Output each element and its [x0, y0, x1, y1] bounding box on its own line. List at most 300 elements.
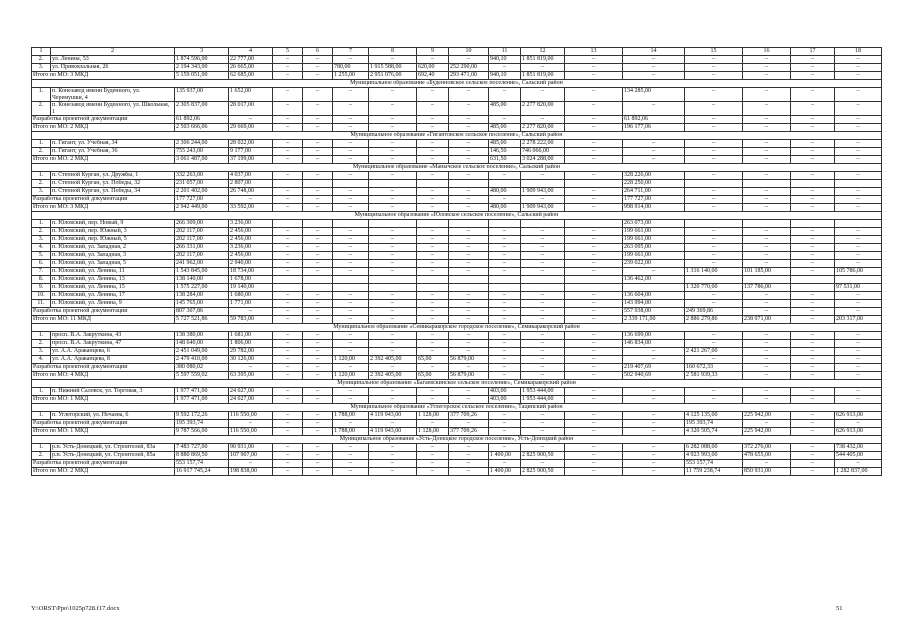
table-cell: – — [303, 356, 333, 364]
address-cell: п. Юловский, ул. Ленина, 15 — [51, 284, 175, 292]
summary-label: Разработка проектной документации — [32, 420, 175, 428]
table-cell: – — [743, 172, 791, 180]
header-row — [32, 48, 882, 56]
table-cell: – — [743, 156, 791, 164]
table-cell: – — [273, 460, 303, 468]
table-cell: – — [333, 332, 369, 340]
table-cell: – — [369, 196, 417, 204]
table-cell: – — [743, 88, 791, 102]
table-cell: – — [303, 452, 333, 460]
table-cell: – — [743, 420, 791, 428]
table-cell: – — [273, 348, 303, 356]
table-cell: – — [623, 156, 685, 164]
table-cell: 1 681,00 — [229, 332, 273, 340]
table-cell: – — [743, 124, 791, 132]
table-cell: – — [489, 260, 521, 268]
municipality-heading: Муниципальное образование «Углегорское сельское поселение», Тацинский район — [32, 404, 882, 412]
table-cell: – — [273, 88, 303, 102]
table-cell — [623, 284, 685, 292]
table-cell: 4 320 505,74 — [685, 428, 743, 436]
summary-label: Итого по МО: 3 МКД — [32, 204, 175, 212]
table-cell: 2 277 820,00 — [521, 102, 565, 116]
table-cell: – — [623, 444, 685, 452]
table-cell — [791, 180, 835, 188]
table-cell: – — [521, 252, 565, 260]
column-number-cell: 7 — [333, 48, 369, 56]
table-cell: – — [685, 244, 743, 252]
table-cell: – — [369, 88, 417, 102]
table-row — [32, 244, 882, 252]
table-cell: – — [417, 236, 449, 244]
table-cell: 1 282 837,00 — [835, 468, 882, 476]
municipality-heading-row — [32, 132, 882, 140]
table-cell: 7 483 727,00 — [175, 444, 229, 452]
table-row — [32, 452, 882, 460]
table-cell: – — [369, 300, 417, 308]
table-cell: 1 543 845,00 — [175, 268, 229, 276]
table-cell: – — [333, 460, 369, 468]
table-cell: – — [521, 292, 565, 300]
table-cell: 138 284,00 — [175, 292, 229, 300]
table-cell: – — [369, 340, 417, 348]
table-cell: – — [229, 196, 273, 204]
table-cell: – — [685, 356, 743, 364]
table-cell: – — [743, 252, 791, 260]
table-cell: – — [449, 140, 489, 148]
table-cell: 56 879,00 — [449, 356, 489, 364]
table-cell: 3 236,00 — [229, 244, 273, 252]
table-cell: 146,50 — [489, 148, 521, 156]
table-cell: – — [369, 452, 417, 460]
table-cell: – — [303, 236, 333, 244]
table-cell: – — [743, 372, 791, 380]
table-cell: – — [273, 340, 303, 348]
table-cell: – — [417, 420, 449, 428]
table-cell: 143 994,00 — [623, 300, 685, 308]
table-cell: – — [685, 228, 743, 236]
table-cell: – — [743, 204, 791, 212]
table-cell: – — [333, 340, 369, 348]
table-cell: 2 392 405,00 — [369, 356, 417, 364]
table-cell: 5 727 521,86 — [175, 316, 229, 324]
table-cell: 225 942,00 — [743, 412, 791, 420]
table-cell: – — [369, 420, 417, 428]
table-cell: – — [369, 102, 417, 116]
table-cell: – — [303, 340, 333, 348]
column-number-cell: 10 — [449, 48, 489, 56]
table-cell: – — [303, 348, 333, 356]
table-cell: – — [273, 196, 303, 204]
table-cell: – — [521, 364, 565, 372]
table-cell: – — [333, 156, 369, 164]
table-cell: 1 400,00 — [489, 468, 521, 476]
table-cell: 263 095,00 — [623, 244, 685, 252]
table-cell: – — [369, 316, 417, 324]
table-cell: – — [565, 196, 623, 204]
table-cell: – — [273, 148, 303, 156]
table-cell: – — [449, 444, 489, 452]
table-cell — [565, 276, 623, 284]
summary-label: Итого по МО: 2 МКД — [32, 124, 175, 132]
table-cell: – — [489, 356, 521, 364]
table-cell: – — [489, 372, 521, 380]
table-cell: – — [835, 148, 882, 156]
table-cell: – — [229, 308, 273, 316]
table-row — [32, 268, 882, 276]
table-cell: 1 788,00 — [333, 428, 369, 436]
table-cell: 2 456,00 — [229, 252, 273, 260]
table-cell: – — [521, 244, 565, 252]
table-row — [32, 140, 882, 148]
table-row — [32, 356, 882, 364]
table-cell: – — [565, 460, 623, 468]
table-cell: 780,00 — [333, 64, 369, 72]
table-cell: – — [333, 260, 369, 268]
table-cell: – — [273, 356, 303, 364]
table-cell: – — [449, 188, 489, 196]
table-cell: 1. — [32, 172, 51, 180]
table-cell: – — [835, 292, 882, 300]
table-cell: – — [417, 172, 449, 180]
municipality-heading-row — [32, 324, 882, 332]
table-cell: – — [835, 460, 882, 468]
table-cell: – — [273, 244, 303, 252]
table-cell: – — [521, 268, 565, 276]
table-cell: – — [369, 252, 417, 260]
table-row — [32, 220, 882, 228]
address-cell: ул. А.А. Араканцева, 6 — [51, 348, 175, 356]
table-cell: – — [273, 72, 303, 80]
table-cell: 116 550,00 — [229, 428, 273, 436]
table-cell: 195 393,74 — [685, 420, 743, 428]
table-cell: – — [743, 244, 791, 252]
table-cell: 2. — [32, 102, 51, 116]
table-cell: 263 073,00 — [623, 220, 685, 228]
table-cell: – — [565, 372, 623, 380]
address-cell: п. Юловский, пер. Новый, 9 — [51, 220, 175, 228]
table-cell: – — [449, 396, 489, 404]
table-cell: – — [791, 56, 835, 64]
table-cell: – — [489, 244, 521, 252]
table-cell: – — [417, 88, 449, 102]
address-cell: п. Гигант, ул. Учебная, 34 — [51, 140, 175, 148]
table-cell: – — [565, 252, 623, 260]
table-cell: – — [333, 204, 369, 212]
table-cell: 631,50 — [489, 156, 521, 164]
table-cell: – — [835, 244, 882, 252]
column-number-cell: 2 — [51, 48, 175, 56]
table-cell: 1 851 819,00 — [521, 72, 565, 80]
table-row — [32, 340, 882, 348]
table-cell: – — [369, 116, 417, 124]
table-cell: – — [685, 72, 743, 80]
column-number-cell: 4 — [229, 48, 273, 56]
table-cell — [417, 220, 449, 228]
table-cell: – — [303, 228, 333, 236]
table-cell: – — [565, 236, 623, 244]
document-table-area — [31, 47, 868, 476]
table-cell: – — [369, 364, 417, 372]
table-cell: 9 787 566,00 — [175, 428, 229, 436]
table-cell: – — [417, 316, 449, 324]
table-cell: – — [333, 102, 369, 116]
table-cell: 3. — [32, 348, 51, 356]
table-cell: – — [521, 116, 565, 124]
table-cell: – — [333, 316, 369, 324]
table-cell: – — [273, 412, 303, 420]
table-cell: – — [273, 452, 303, 460]
municipality-heading-row — [32, 80, 882, 88]
table-cell: – — [835, 64, 882, 72]
table-cell: – — [273, 64, 303, 72]
table-cell: 65,00 — [417, 356, 449, 364]
table-cell: 252 290,00 — [449, 64, 489, 72]
table-cell: 1 652,00 — [229, 88, 273, 102]
table-cell: 61 892,06 — [623, 116, 685, 124]
municipality-heading: Муниципальное образование «Семикаракорское городское поселение», Семикаракорский район — [32, 324, 882, 332]
table-cell: – — [791, 268, 835, 276]
table-cell — [369, 284, 417, 292]
table-cell: – — [565, 124, 623, 132]
table-cell: 1 977 471,00 — [175, 396, 229, 404]
summary-row — [32, 468, 882, 476]
column-number-cell: 18 — [835, 48, 882, 56]
table-cell: 2 503 666,06 — [175, 124, 229, 132]
table-cell: – — [565, 348, 623, 356]
table-cell: – — [417, 308, 449, 316]
table-cell: 4 119 943,00 — [369, 428, 417, 436]
table-cell: – — [791, 348, 835, 356]
table-cell: 29 782,00 — [229, 348, 273, 356]
table-cell: 940,10 — [489, 56, 521, 64]
table-cell: – — [303, 140, 333, 148]
table-cell: 9 177,00 — [229, 148, 273, 156]
table-cell: – — [449, 172, 489, 180]
table-cell: – — [449, 420, 489, 428]
table-cell: 940,10 — [489, 72, 521, 80]
table-cell: 2 825 900,50 — [521, 468, 565, 476]
table-cell: 2 825 900,50 — [521, 452, 565, 460]
table-cell: 1 575 227,00 — [175, 284, 229, 292]
table-row — [32, 332, 882, 340]
table-cell: 1 316 140,00 — [685, 268, 743, 276]
table-cell: – — [623, 428, 685, 436]
table-cell: 2 942 449,00 — [175, 204, 229, 212]
table-cell: 196 177,06 — [623, 124, 685, 132]
table-cell: – — [521, 420, 565, 428]
table-cell: – — [791, 452, 835, 460]
table-cell: – — [303, 260, 333, 268]
table-cell: – — [303, 444, 333, 452]
table-cell: – — [791, 468, 835, 476]
table-cell: – — [417, 388, 449, 396]
table-cell: – — [333, 468, 369, 476]
table-cell: – — [565, 356, 623, 364]
table-cell: – — [489, 116, 521, 124]
table-cell: – — [303, 268, 333, 276]
table-cell: 63 395,00 — [229, 372, 273, 380]
municipality-heading: Муниципальное образование «Усть-Донецкое городское поселение», Усть-Донецкий район — [32, 436, 882, 444]
table-cell: – — [623, 72, 685, 80]
table-cell: – — [743, 148, 791, 156]
table-cell: – — [489, 412, 521, 420]
summary-row — [32, 460, 882, 468]
table-cell: – — [417, 468, 449, 476]
table-cell — [489, 284, 521, 292]
table-cell: 4 923 993,00 — [685, 452, 743, 460]
table-cell: – — [303, 188, 333, 196]
table-cell — [565, 284, 623, 292]
table-cell: – — [791, 444, 835, 452]
table-cell: – — [273, 372, 303, 380]
table-cell: – — [791, 460, 835, 468]
table-cell: – — [303, 116, 333, 124]
table-cell: – — [303, 468, 333, 476]
footer-page-number: 51 — [836, 605, 843, 612]
table-row — [32, 148, 882, 156]
table-cell: 135 937,00 — [175, 88, 229, 102]
table-cell: – — [333, 444, 369, 452]
table-cell: – — [449, 340, 489, 348]
table-cell: 33 592,00 — [229, 204, 273, 212]
table-row — [32, 88, 882, 102]
table-cell: – — [685, 156, 743, 164]
table-cell: 3. — [32, 64, 51, 72]
table-cell: 620,00 — [417, 64, 449, 72]
table-cell: – — [835, 88, 882, 102]
table-cell — [369, 276, 417, 284]
table-cell: 16 917 745,24 — [175, 468, 229, 476]
table-cell: – — [369, 124, 417, 132]
table-cell: – — [303, 412, 333, 420]
table-cell: – — [369, 148, 417, 156]
table-cell: 2. — [32, 228, 51, 236]
table-cell: – — [521, 356, 565, 364]
table-cell: – — [489, 420, 521, 428]
table-cell: – — [417, 444, 449, 452]
table-cell: 202 117,00 — [175, 228, 229, 236]
table-cell: – — [565, 340, 623, 348]
table-cell: 11. — [32, 300, 51, 308]
table-cell — [417, 276, 449, 284]
table-cell — [303, 180, 333, 188]
table-cell: 249 369,86 — [685, 308, 743, 316]
table-cell: – — [685, 56, 743, 64]
table-cell: – — [273, 388, 303, 396]
table-cell: 2 479 410,00 — [175, 356, 229, 364]
table-cell: – — [303, 64, 333, 72]
table-cell: 2 277 820,00 — [521, 124, 565, 132]
table-cell — [835, 180, 882, 188]
municipality-heading-row — [32, 380, 882, 388]
table-cell: 4 037,00 — [229, 172, 273, 180]
table-cell: – — [685, 252, 743, 260]
table-cell: 332 263,00 — [175, 172, 229, 180]
table-cell: 9 592 172,26 — [175, 412, 229, 420]
table-cell: – — [565, 228, 623, 236]
table-cell: – — [521, 332, 565, 340]
address-cell: просп. В.А. Закруткина, 47 — [51, 340, 175, 348]
table-cell — [835, 276, 882, 284]
table-cell: – — [333, 292, 369, 300]
table-cell — [791, 220, 835, 228]
table-cell: – — [303, 172, 333, 180]
table-cell: – — [449, 300, 489, 308]
table-cell: 746 066,00 — [521, 148, 565, 156]
table-cell: – — [835, 236, 882, 244]
table-cell: – — [369, 140, 417, 148]
summary-row — [32, 196, 882, 204]
table-cell: – — [521, 308, 565, 316]
address-cell: р.п. Усть-Донецкий, ул. Строителей, 85а — [51, 452, 175, 460]
table-cell: – — [303, 396, 333, 404]
table-cell: – — [489, 228, 521, 236]
table-cell: – — [743, 356, 791, 364]
address-cell: р.п. Усть-Донецкий, ул. Строителей, 83а — [51, 444, 175, 452]
table-cell: – — [565, 396, 623, 404]
table-cell: – — [489, 64, 521, 72]
table-cell — [449, 276, 489, 284]
table-cell: – — [369, 348, 417, 356]
table-cell: 1 806,00 — [229, 340, 273, 348]
table-cell: 160 672,33 — [685, 364, 743, 372]
table-cell: 502 940,69 — [623, 372, 685, 380]
table-row — [32, 64, 882, 72]
address-cell: п. Юловский, пер. Южный, 3 — [51, 228, 175, 236]
table-cell — [333, 276, 369, 284]
table-cell: – — [489, 460, 521, 468]
table-cell: – — [565, 260, 623, 268]
address-cell: ул. Ленина, 53 — [51, 56, 175, 64]
table-cell: – — [521, 88, 565, 102]
summary-label: Разработка проектной документации — [32, 460, 175, 468]
table-cell: – — [791, 88, 835, 102]
table-cell: – — [449, 102, 489, 116]
table-cell: 850 931,00 — [743, 468, 791, 476]
table-cell: 1 915 588,00 — [369, 64, 417, 72]
table-cell: 372 276,00 — [743, 444, 791, 452]
table-cell: – — [417, 102, 449, 116]
table-cell: – — [333, 388, 369, 396]
table-cell: 199 661,00 — [623, 252, 685, 260]
table-cell: – — [565, 172, 623, 180]
table-cell: – — [273, 292, 303, 300]
table-cell — [521, 284, 565, 292]
table-cell: – — [273, 260, 303, 268]
table-cell: 202 117,00 — [175, 236, 229, 244]
table-cell: – — [369, 444, 417, 452]
table-cell: – — [791, 236, 835, 244]
table-cell: – — [565, 72, 623, 80]
table-cell: – — [743, 56, 791, 64]
table-cell: – — [273, 364, 303, 372]
table-cell: 1 120,00 — [333, 372, 369, 380]
table-cell: 28 017,00 — [229, 102, 273, 116]
table-cell: – — [417, 124, 449, 132]
table-cell: – — [417, 332, 449, 340]
table-cell: 1 874 596,00 — [175, 56, 229, 64]
table-cell: – — [623, 452, 685, 460]
table-cell: – — [489, 428, 521, 436]
column-number-cell: 17 — [791, 48, 835, 56]
table-cell: 6. — [32, 260, 51, 268]
table-cell: – — [303, 292, 333, 300]
table-cell: 1 909 943,00 — [521, 204, 565, 212]
column-number-cell: 13 — [565, 48, 623, 56]
table-cell: – — [333, 300, 369, 308]
table-cell: – — [791, 228, 835, 236]
table-cell: – — [835, 172, 882, 180]
